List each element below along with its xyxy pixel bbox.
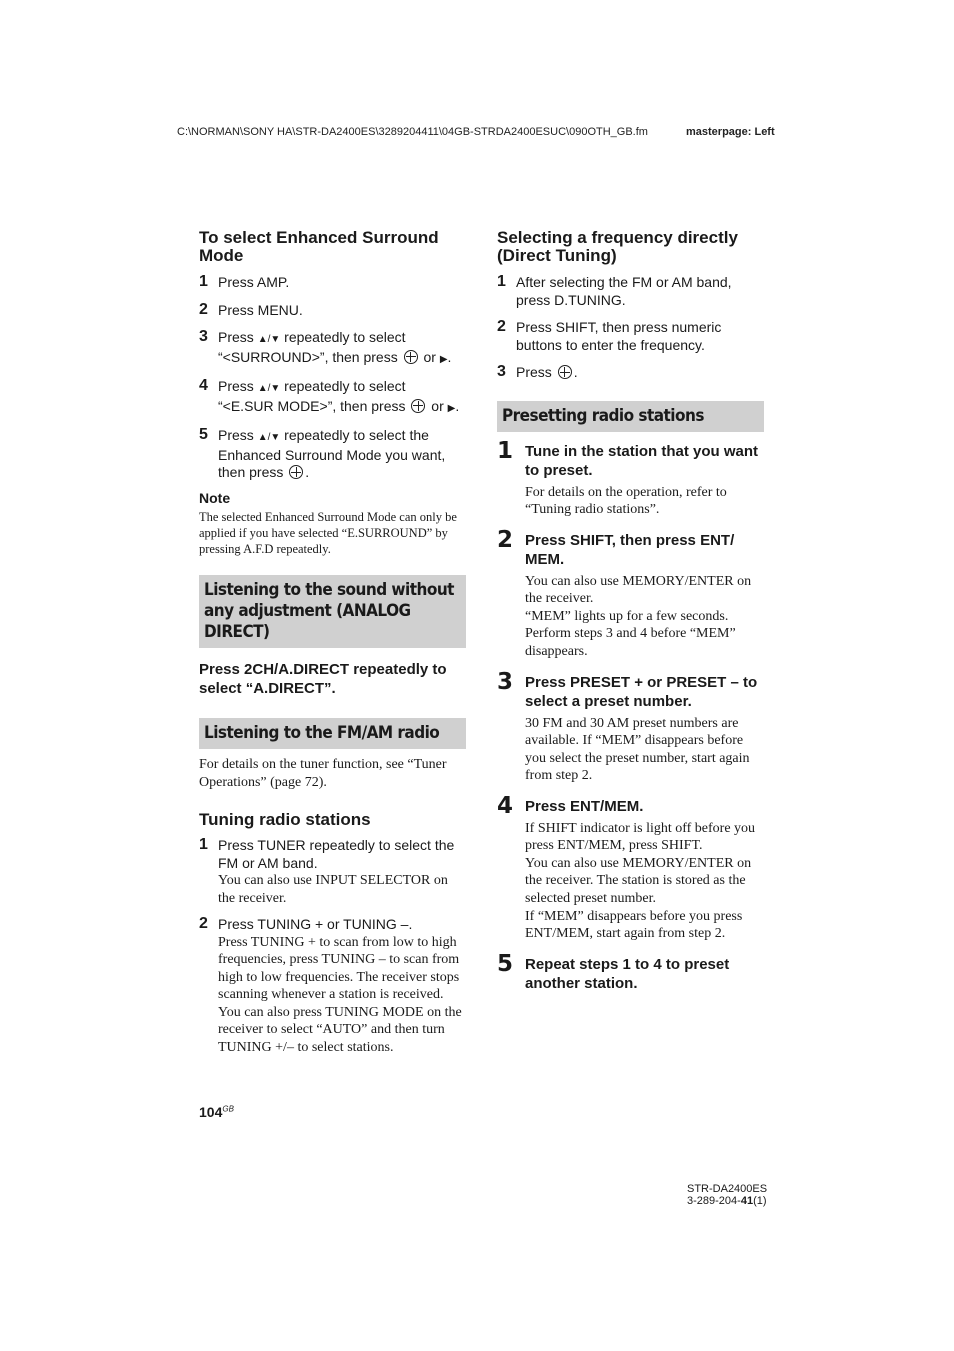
enter-circle-icon: [411, 399, 425, 413]
enhanced-step-1: [199, 274, 466, 292]
preset-step-1: [497, 437, 764, 519]
right-column: [497, 229, 764, 994]
enhanced-step-4: 4 Press ▲/▼ repeatedly to select “<E.SUR MODE>”, then press or ▶.: [199, 377, 460, 414]
step-number: 2: [199, 300, 208, 318]
header-path: C:\NORMAN\SONY HA\STR-DA2400ES\3289204411\04GB-STRDA2400ESUC\090OTH_GB.fm: [177, 126, 648, 138]
page-number: [199, 1104, 234, 1120]
preset-step-3: [497, 668, 764, 785]
step-number: 3: [199, 328, 208, 345]
analog-direct-band: [199, 575, 466, 648]
step-text: Enhanced Surround Mode you want,: [218, 446, 446, 463]
step-text: Press: [218, 329, 254, 345]
step-number: 5: [497, 950, 514, 977]
preset-step-5: [497, 950, 764, 994]
step-title: Press ENT/MEM.: [525, 798, 644, 816]
enhanced-step-5: 5 Press ▲/▼ repeatedly to select the Enhanced Surround Mode you want, then press .: [199, 426, 446, 480]
direct-title: Selecting a frequency directly (Direct Tuning): [497, 228, 738, 265]
right-arrow-icon: ▶: [439, 353, 448, 365]
step-text: Press MENU.: [218, 301, 303, 318]
step-title: Repeat steps 1 to 4 to preset another station.: [525, 955, 730, 993]
up-down-arrow-icon: ▲/▼: [257, 334, 281, 345]
fmam-intro: For details on the tuner function, see “Tuner Operations” (page 72).: [199, 757, 447, 790]
page-number-suffix: GB: [222, 1104, 234, 1114]
step-number: 4: [199, 377, 208, 394]
step-body: 30 FM and 30 AM preset numbers are available. If “MEM” disappears before you select the preset number, start again from step 2.: [525, 715, 750, 784]
step-text: Press AMP.: [218, 274, 290, 290]
step-body: You can also use MEMORY/ENTER on the receiver. “MEM” lights up for a few seconds. Perform steps 3 and 4 before “MEM” disappears.: [525, 573, 752, 660]
step-title: Press SHIFT, then press ENT/ MEM.: [525, 531, 735, 569]
step-subtext: You can also use INPUT SELECTOR on the receiver.: [218, 873, 448, 906]
step-text: or: [431, 397, 444, 414]
enhanced-title: To select Enhanced Surround Mode: [199, 228, 439, 265]
direct-step-1: [497, 274, 764, 309]
step-title: Press PRESET + or PRESET – to select a preset number.: [525, 673, 758, 711]
up-down-arrow-icon: ▲/▼: [257, 383, 281, 394]
preset-band: [497, 401, 764, 432]
step-number: 5: [199, 426, 208, 443]
footer-code: [687, 1195, 767, 1207]
band-title: Presetting radio stations: [502, 405, 704, 426]
step-title: Tune in the station that you want to preset.: [525, 442, 759, 479]
band-title: Listening to the FM/AM radio: [204, 723, 440, 744]
step-number: 2: [497, 318, 506, 335]
step-text: Press: [218, 427, 254, 443]
step-text: After selecting the FM or AM band, press D.TUNING.: [516, 274, 732, 308]
step-text: or: [423, 348, 436, 365]
step-text: Press TUNER repeatedly to select the FM or AM band.: [218, 837, 455, 871]
direct-step-2: [497, 319, 764, 354]
tuning-step-2: [199, 916, 466, 1056]
enter-circle-icon: [289, 465, 303, 479]
step-number: 1: [497, 437, 514, 464]
footer-code-c: (1): [753, 1195, 767, 1207]
tuning-step-1: [199, 837, 466, 907]
enter-circle-icon: [558, 365, 572, 379]
step-text: Press SHIFT, then press numeric buttons to enter the frequency.: [516, 319, 722, 353]
step-text: Press: [218, 378, 254, 394]
up-down-arrow-icon: ▲/▼: [257, 432, 281, 443]
header-masterpage: masterpage: Left: [686, 126, 775, 138]
step-number: 3: [497, 363, 506, 380]
right-arrow-icon: ▶: [447, 402, 456, 414]
enhanced-step-3: 3 Press ▲/▼ repeatedly to select “<SURROUND>”, then press or ▶.: [199, 328, 452, 365]
step-text: Press: [516, 364, 552, 380]
band-title: Listening to the sound without any adjustment (ANALOG DIRECT): [204, 580, 454, 643]
step-number: 1: [199, 273, 208, 290]
footer-code-a: 3-289-204-: [687, 1195, 741, 1207]
preset-step-2: [497, 526, 764, 661]
step-subtext: Press TUNING + to scan from low to high frequencies, press TUNING – to scan from high to low frequencies. The receiver stops scanning whenever a station is received. You can also press TUNING MODE on the receiver to select “AUTO” and then turn TUNING +/– to select stations.: [218, 934, 462, 1055]
step-number: 4: [497, 793, 514, 820]
step-text: “<E.SUR MODE>”, then press: [218, 397, 406, 414]
step-text: then press: [218, 464, 284, 480]
footer-code-b: 41: [740, 1195, 754, 1207]
step-number: 3: [497, 668, 514, 695]
step-number: 1: [497, 273, 506, 290]
tuning-title: Tuning radio stations: [199, 810, 371, 830]
note-title: Note: [199, 489, 231, 506]
step-body: If SHIFT indicator is light off before you press ENT/MEM, press SHIFT. You can also use MEMORY/ENTER on the receiver. The station is stored as the selected preset number. If “MEM” disappears before you press ENT/MEM, start again from step 2.: [525, 820, 756, 942]
footer-model-info: [687, 1183, 767, 1207]
step-text: repeatedly to select: [284, 378, 406, 394]
footer-model: STR-DA2400ES: [687, 1183, 768, 1195]
page-number-value: 104: [199, 1104, 223, 1120]
step-text: “<SURROUND>”, then press: [218, 348, 398, 365]
left-column: [199, 229, 466, 1056]
step-body: For details on the operation, refer to “Tuning radio stations”.: [525, 484, 727, 518]
preset-step-4: [497, 793, 764, 943]
step-text: Press TUNING + or TUNING –.: [218, 916, 413, 933]
step-number: 1: [199, 836, 208, 854]
analog-lead: Press 2CH/A.DIRECT repeatedly to select “A.DIRECT”.: [199, 661, 447, 698]
enhanced-step-2: [199, 302, 466, 320]
direct-step-3: 3 Press .: [497, 363, 578, 380]
step-text: repeatedly to select: [284, 329, 406, 345]
step-number: 2: [199, 915, 208, 933]
note-body: The selected Enhanced Surround Mode can only be applied if you have selected “E.SURROUND” by pressing A.F.D repeatedly.: [199, 509, 457, 556]
enter-circle-icon: [404, 350, 418, 364]
step-number: 2: [497, 526, 514, 553]
fmam-band: [199, 718, 466, 749]
step-text: repeatedly to select the: [284, 427, 429, 443]
